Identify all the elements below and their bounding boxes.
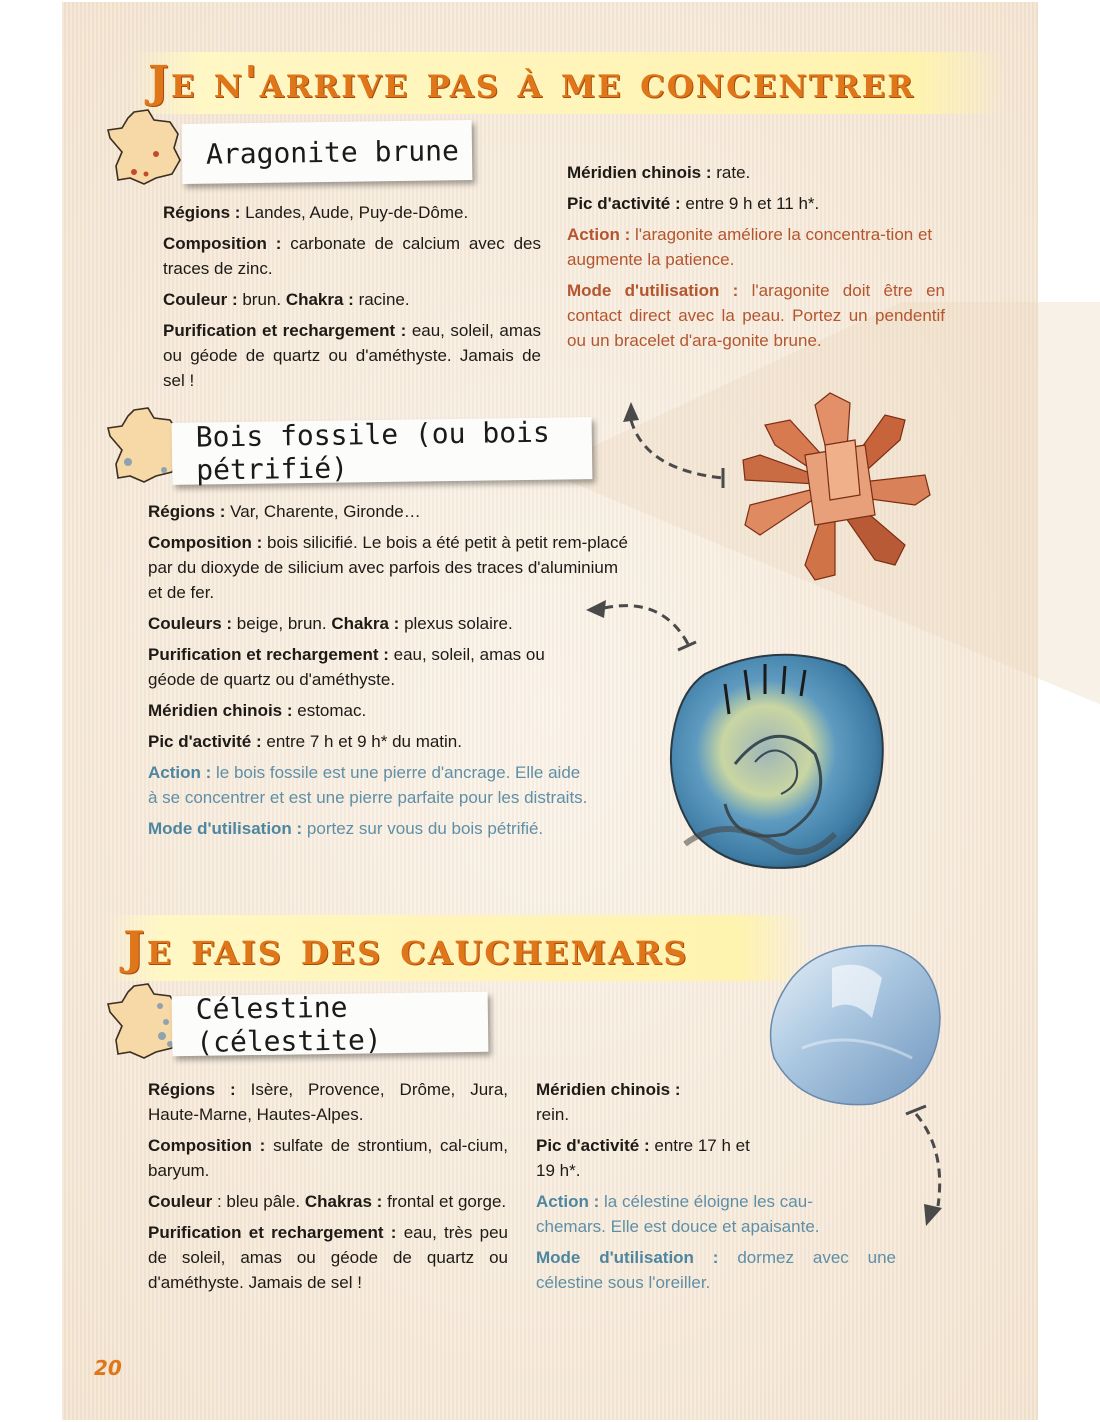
celestine-details-left xyxy=(148,1077,508,1301)
aragonite-usage: Mode d'utilisation : l'aragonite doit être en contact direct avec la peau. Portez un pendentif ou un bracelet d'ara-gonite brune. xyxy=(567,281,945,350)
bois-colors-chakra: Couleurs : beige, brun. Chakra : plexus solaire. xyxy=(148,614,513,633)
bois-composition: Composition : bois silicifié. Le bois a été petit à petit rem-placé par du dioxyde de silicium avec parfois des traces d'aluminium et de fer. xyxy=(148,533,628,602)
aragonite-details-left xyxy=(163,200,541,399)
dashed-curved-arrow-icon xyxy=(902,1100,952,1232)
celestine-usage: Mode d'utilisation : dormez avec une célestine sous l'oreiller. xyxy=(536,1248,896,1292)
stone-name-celestine: Célestine (célestite) xyxy=(172,992,489,1056)
aragonite-meridian: Méridien chinois : rate. xyxy=(567,163,751,182)
aragonite-purification: Purification et rechargement : eau, soleil, amas ou géode de quartz ou d'améthyste. Jamais de sel ! xyxy=(163,321,541,390)
stone-name-bois-fossile: Bois fossile (ou bois pétrifié) xyxy=(172,417,593,485)
celestine-color-chakra: Couleur : bleu pâle. Chakras : frontal et gorge. xyxy=(148,1192,507,1211)
bois-regions: Régions : Var, Charente, Gironde… xyxy=(148,502,421,521)
bois-peak: Pic d'activité : entre 7 h et 9 h* du matin. xyxy=(148,732,462,751)
dashed-curved-arrow-icon xyxy=(615,390,735,490)
aragonite-color-chakra: Couleur : brun. Chakra : racine. xyxy=(163,290,410,309)
france-map-icon xyxy=(104,108,184,186)
petrified-wood-image xyxy=(665,644,889,872)
aragonite-composition: Composition : carbonate de calcium avec des traces de zinc. xyxy=(163,234,541,278)
section-title-concentration: Je n'arrive pas à me concentrer xyxy=(130,52,1006,114)
bois-action: Action : le bois fossile est une pierre d'ancrage. Elle aide à se concentrer et est une pierre parfaite pour les distraits. xyxy=(148,763,588,807)
celestine-meridian: Méridien chinois : rein. xyxy=(536,1080,681,1124)
stone-name-aragonite: Aragonite brune xyxy=(182,120,473,184)
aragonite-action: Action : l'aragonite améliore la concentra-tion et augmente la patience. xyxy=(567,225,933,269)
page-number: 20 xyxy=(94,1356,122,1380)
celestine-details-right xyxy=(536,1077,896,1301)
bois-usage: Mode d'utilisation : portez sur vous du bois pétrifié. xyxy=(148,819,544,838)
aragonite-details-right xyxy=(567,160,945,359)
celestine-purification: Purification et rechargement : eau, très peu de soleil, amas ou géode de quartz ou d'améthyste. Jamais de sel ! xyxy=(148,1223,508,1292)
celestine-regions: Régions : Isère, Provence, Drôme, Jura, Haute-Marne, Hautes-Alpes. xyxy=(148,1080,508,1124)
bois-fossile-details xyxy=(148,499,630,847)
bois-purification: Purification et rechargement : eau, soleil, amas ou géode de quartz ou d'améthyste. xyxy=(148,645,545,689)
celestine-action: Action : la célestine éloigne les cau-chemars. Elle est douce et apaisante. xyxy=(536,1192,820,1236)
celestine-composition: Composition : sulfate de strontium, cal-cium, baryum. xyxy=(148,1136,509,1180)
aragonite-crystal-image xyxy=(735,385,935,585)
aragonite-regions: Régions : Landes, Aude, Puy-de-Dôme. xyxy=(163,203,469,222)
section-title-nightmares: Je fais des cauchemars xyxy=(105,915,811,981)
aragonite-peak: Pic d'activité : entre 9 h et 11 h*. xyxy=(567,194,820,213)
celestine-peak: Pic d'activité : entre 17 h et 19 h*. xyxy=(536,1136,750,1180)
celestine-stone-image xyxy=(762,938,944,1110)
bois-meridian: Méridien chinois : estomac. xyxy=(148,701,367,720)
